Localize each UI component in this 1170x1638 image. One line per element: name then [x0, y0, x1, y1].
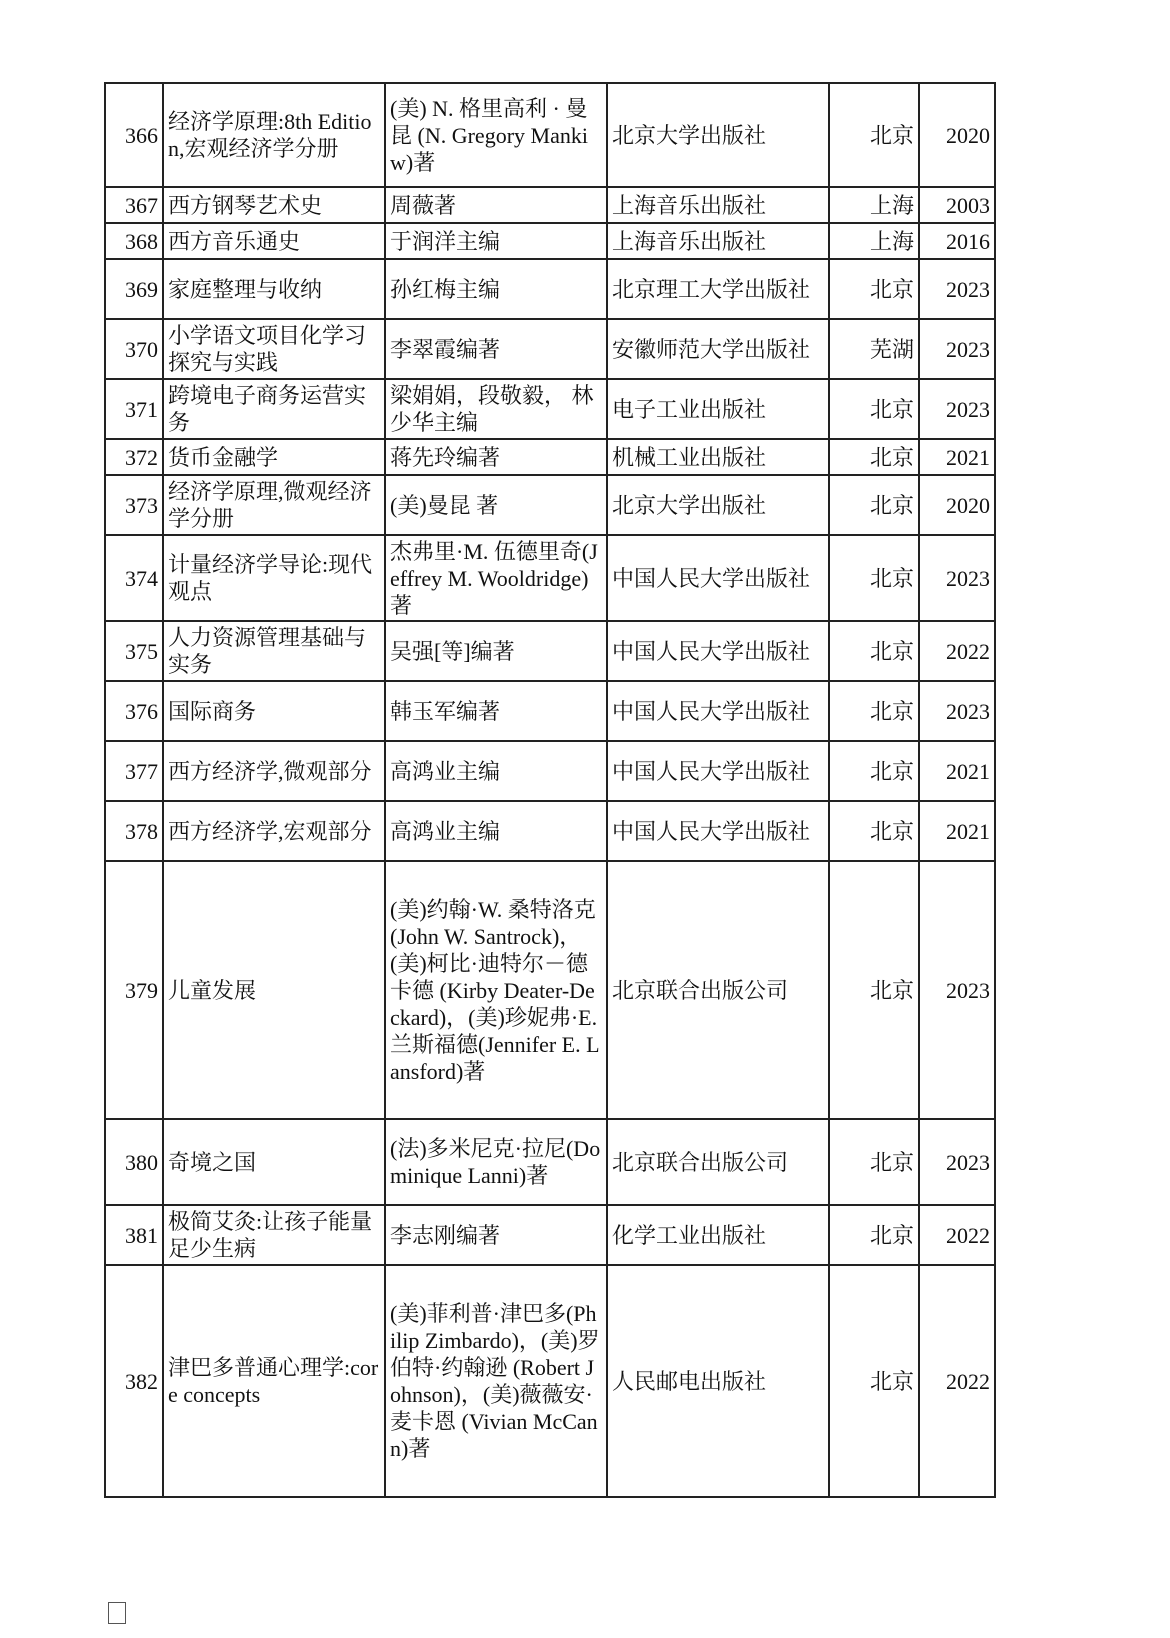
table-row — [105, 439, 995, 475]
table-row — [105, 535, 995, 621]
publish-year: 2016 — [919, 223, 995, 259]
table-row — [105, 83, 995, 187]
publish-year: 2020 — [919, 83, 995, 187]
publish-city: 北京 — [829, 1205, 919, 1265]
book-title: 西方钢琴艺术史 — [163, 187, 385, 223]
publish-city: 北京 — [829, 1119, 919, 1205]
book-publisher: 上海音乐出版社 — [607, 223, 829, 259]
publish-city: 芜湖 — [829, 319, 919, 379]
row-number: 380 — [105, 1119, 163, 1205]
book-author: (美) N. 格里高利 · 曼 昆 (N. Gregory Mankiw)著 — [385, 83, 607, 187]
book-author: 吴强[等]编著 — [385, 621, 607, 681]
table-row — [105, 187, 995, 223]
book-title: 极简艾灸:让孩子能量足少生病 — [163, 1205, 385, 1265]
book-title: 经济学原理:8th Edition,宏观经济学分册 — [163, 83, 385, 187]
publish-city: 北京 — [829, 741, 919, 801]
book-publisher: 电子工业出版社 — [607, 379, 829, 439]
publish-year: 2022 — [919, 621, 995, 681]
book-publisher: 北京联合出版公司 — [607, 861, 829, 1119]
book-publisher: 中国人民大学出版社 — [607, 535, 829, 621]
row-number: 375 — [105, 621, 163, 681]
row-number: 376 — [105, 681, 163, 741]
publish-year: 2023 — [919, 681, 995, 741]
row-number: 377 — [105, 741, 163, 801]
book-author: 孙红梅主编 — [385, 259, 607, 319]
publish-year: 2020 — [919, 475, 995, 535]
book-publisher: 中国人民大学出版社 — [607, 621, 829, 681]
publish-year: 2023 — [919, 1119, 995, 1205]
table-row — [105, 1205, 995, 1265]
book-author: 蒋先玲编著 — [385, 439, 607, 475]
book-publisher: 上海音乐出版社 — [607, 187, 829, 223]
book-title: 国际商务 — [163, 681, 385, 741]
book-title: 西方经济学,宏观部分 — [163, 801, 385, 861]
book-publisher: 安徽师范大学出版社 — [607, 319, 829, 379]
publish-city: 北京 — [829, 83, 919, 187]
book-publisher: 北京大学出版社 — [607, 83, 829, 187]
publish-city: 北京 — [829, 681, 919, 741]
book-title: 津巴多普通心理学:core concepts — [163, 1265, 385, 1497]
book-publisher: 中国人民大学出版社 — [607, 801, 829, 861]
book-author: (美)菲利普·津巴多(Philip Zimbardo)，(美)罗伯特·约翰逊 (Robert Johnson)，(美)薇薇安·麦卡恩 (Vivian McCann)著 — [385, 1265, 607, 1497]
book-list-table — [104, 82, 996, 1498]
book-author: 杰弗里·M. 伍德里奇(Jeffrey M. Wooldridge)著 — [385, 535, 607, 621]
book-title: 跨境电子商务运营实务 — [163, 379, 385, 439]
book-title: 货币金融学 — [163, 439, 385, 475]
publish-year: 2022 — [919, 1265, 995, 1497]
publish-year: 2021 — [919, 801, 995, 861]
book-list-body — [105, 83, 995, 1497]
publish-city: 北京 — [829, 475, 919, 535]
publish-year: 2003 — [919, 187, 995, 223]
book-author: 李志刚编著 — [385, 1205, 607, 1265]
publish-year: 2023 — [919, 861, 995, 1119]
publish-year: 2021 — [919, 439, 995, 475]
row-number: 379 — [105, 861, 163, 1119]
row-number: 372 — [105, 439, 163, 475]
book-title: 西方经济学,微观部分 — [163, 741, 385, 801]
table-row — [105, 223, 995, 259]
table-row — [105, 475, 995, 535]
table-row — [105, 801, 995, 861]
table-row — [105, 319, 995, 379]
book-author: 韩玉军编著 — [385, 681, 607, 741]
book-author: 梁娟娟，段敬毅， 林少华主编 — [385, 379, 607, 439]
publish-city: 北京 — [829, 1265, 919, 1497]
publish-year: 2023 — [919, 535, 995, 621]
book-title: 计量经济学导论:现代观点 — [163, 535, 385, 621]
publish-city: 北京 — [829, 379, 919, 439]
row-number: 370 — [105, 319, 163, 379]
page-corner-marker — [108, 1602, 126, 1624]
row-number: 368 — [105, 223, 163, 259]
table-row — [105, 681, 995, 741]
book-publisher: 北京理工大学出版社 — [607, 259, 829, 319]
book-title: 经济学原理,微观经济学分册 — [163, 475, 385, 535]
book-author: 高鸿业主编 — [385, 801, 607, 861]
publish-year: 2023 — [919, 379, 995, 439]
publish-city: 北京 — [829, 801, 919, 861]
table-row — [105, 1119, 995, 1205]
publish-city: 北京 — [829, 535, 919, 621]
book-title: 奇境之国 — [163, 1119, 385, 1205]
publish-year: 2021 — [919, 741, 995, 801]
row-number: 373 — [105, 475, 163, 535]
book-publisher: 人民邮电出版社 — [607, 1265, 829, 1497]
publish-year: 2023 — [919, 259, 995, 319]
row-number: 382 — [105, 1265, 163, 1497]
publish-city: 北京 — [829, 621, 919, 681]
book-title: 儿童发展 — [163, 861, 385, 1119]
table-row — [105, 621, 995, 681]
book-author: 李翠霞编著 — [385, 319, 607, 379]
book-publisher: 北京联合出版公司 — [607, 1119, 829, 1205]
book-publisher: 中国人民大学出版社 — [607, 681, 829, 741]
book-title: 小学语文项目化学习探究与实践 — [163, 319, 385, 379]
book-publisher: 机械工业出版社 — [607, 439, 829, 475]
book-publisher: 北京大学出版社 — [607, 475, 829, 535]
table-row — [105, 741, 995, 801]
table-row — [105, 259, 995, 319]
row-number: 378 — [105, 801, 163, 861]
book-author: 高鸿业主编 — [385, 741, 607, 801]
book-title: 家庭整理与收纳 — [163, 259, 385, 319]
row-number: 371 — [105, 379, 163, 439]
book-publisher: 化学工业出版社 — [607, 1205, 829, 1265]
book-author: (美)曼昆 著 — [385, 475, 607, 535]
book-title: 人力资源管理基础与实务 — [163, 621, 385, 681]
row-number: 366 — [105, 83, 163, 187]
table-row — [105, 1265, 995, 1497]
row-number: 374 — [105, 535, 163, 621]
publish-city: 北京 — [829, 439, 919, 475]
publish-city: 北京 — [829, 259, 919, 319]
table-row — [105, 861, 995, 1119]
table-row — [105, 379, 995, 439]
book-author: 周薇著 — [385, 187, 607, 223]
book-author: 于润洋主编 — [385, 223, 607, 259]
publish-city: 上海 — [829, 187, 919, 223]
book-author: (法)多米尼克·拉尼(Dominique Lanni)著 — [385, 1119, 607, 1205]
book-publisher: 中国人民大学出版社 — [607, 741, 829, 801]
book-author: (美)约翰·W. 桑特洛克(John W. Santrock)，(美)柯比·迪特尔－德卡德 (Kirby Deater-Deckard)，(美)珍妮弗·E. 兰斯福德(Jennifer E. Lansford)著 — [385, 861, 607, 1119]
book-title: 西方音乐通史 — [163, 223, 385, 259]
publish-city: 上海 — [829, 223, 919, 259]
publish-year: 2022 — [919, 1205, 995, 1265]
row-number: 369 — [105, 259, 163, 319]
row-number: 367 — [105, 187, 163, 223]
publish-year: 2023 — [919, 319, 995, 379]
publish-city: 北京 — [829, 861, 919, 1119]
row-number: 381 — [105, 1205, 163, 1265]
